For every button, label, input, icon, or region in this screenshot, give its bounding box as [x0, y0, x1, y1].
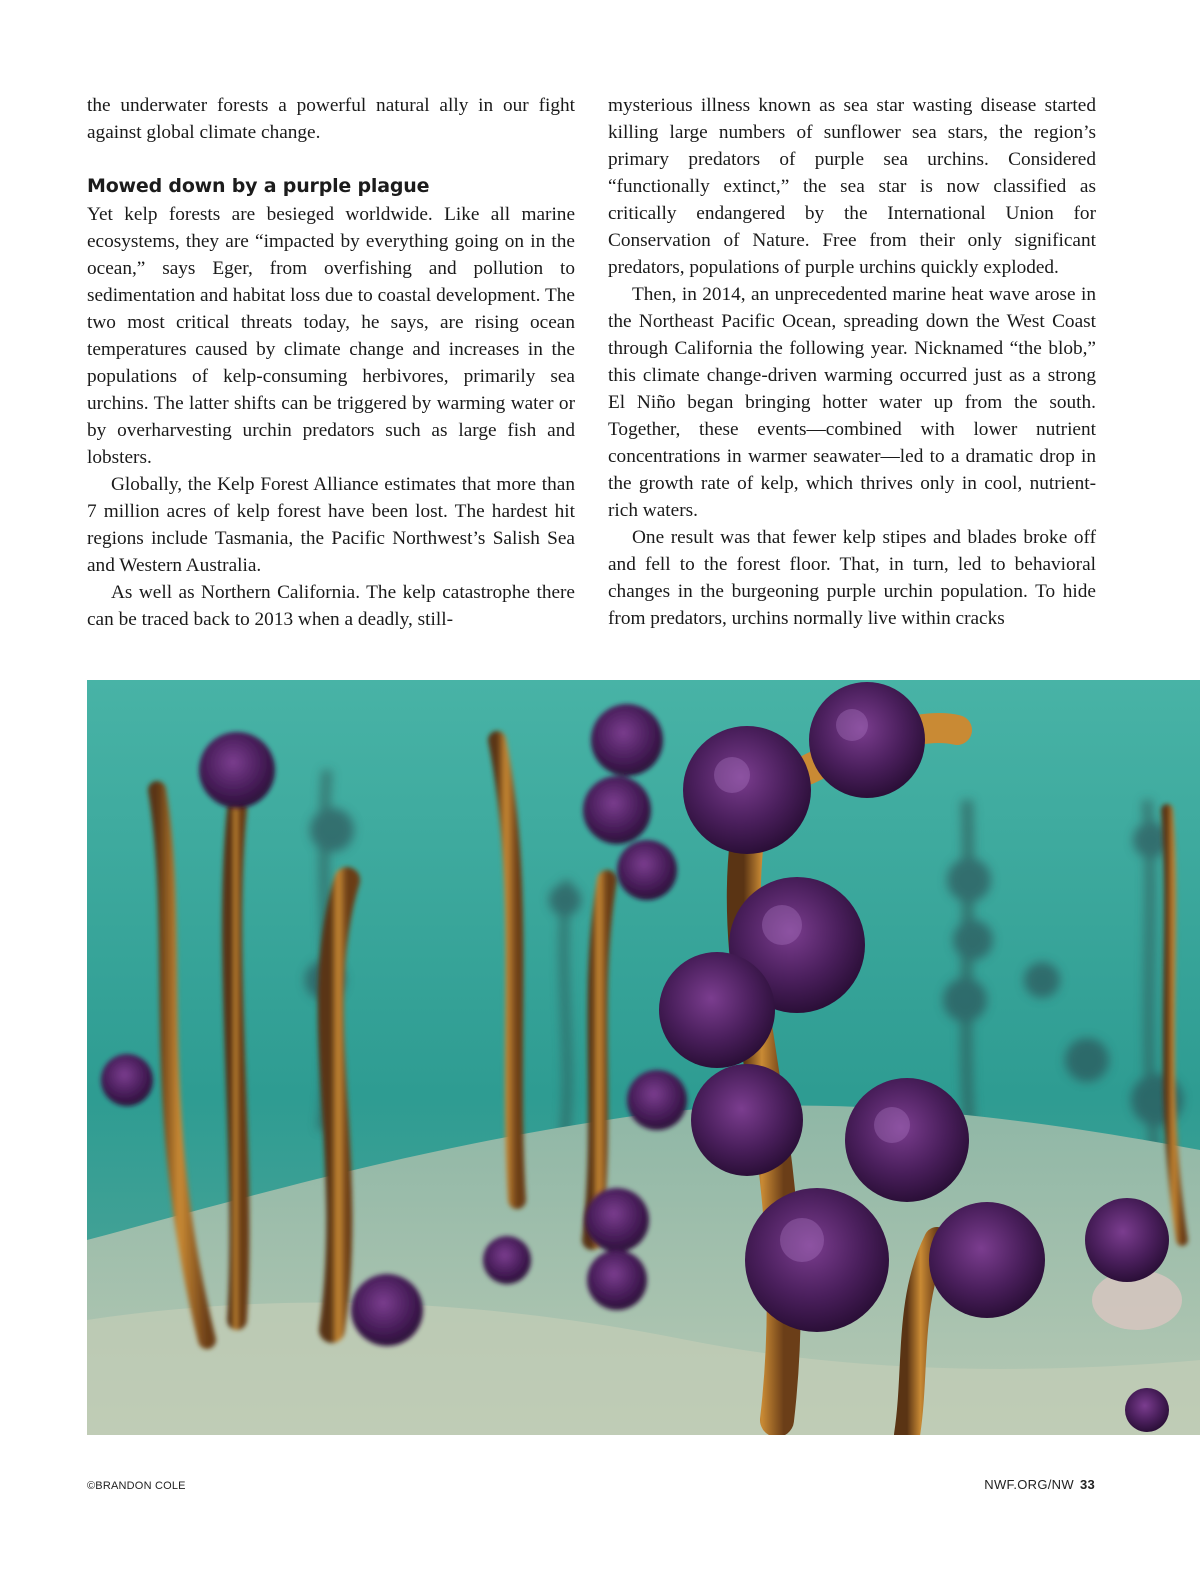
paragraph: the underwater forests a powerful natural ally in our fight against global climate change.: [87, 95, 575, 143]
paragraph: Globally, the Kelp Forest Alliance estimates that more than 7 million acres of kelp forest have been lost. The hardest hit regions include Tasmania, the Pacific Northwest’s Salish Sea and Western Australia.: [87, 474, 575, 576]
page-footer: [984, 1477, 1095, 1492]
photo-credit: ©BRANDON COLE: [87, 1480, 186, 1492]
urchin-kelp-photo: [87, 680, 1200, 1435]
paragraph: mysterious illness known as sea star wasting disease started killing large numbers of sunflower sea stars, the region’s primary predators of purple sea urchins. Considered “functionally extinct,” the sea star is now classified as critically endangered by the International Union for Conservation of Nature. Free from their only significant predators, populations of purple urchins quickly exploded.: [608, 95, 1096, 278]
paragraph: One result was that fewer kelp stipes and blades broke off and fell to the forest floor. That, in turn, led to behavioral changes in the burgeoning purple urchin population. To hide from predators, urchins normally live within cracks: [608, 527, 1096, 629]
article-left-column: [87, 92, 575, 633]
underwater-scene-illustration: [87, 680, 1200, 1435]
site-url: NWF.ORG/NW: [984, 1477, 1074, 1492]
paragraph: Then, in 2014, an unprecedented marine heat wave arose in the Northeast Pacific Ocean, spreading down the West Coast through California the following year. Nicknamed “the blob,” this climate change-driven warming occurred just as a strong El Niño began bringing hotter water up from the south. Together, these events—combined with lower nutrient concentrations in warmer seawater—led to a dramatic drop in the growth rate of kelp, which thrives only in cool, nutrient-rich waters.: [608, 284, 1096, 521]
paragraph: As well as Northern California. The kelp catastrophe there can be traced back to 2013 when a deadly, still-: [87, 582, 575, 630]
paragraph: Yet kelp forests are besieged worldwide. Like all marine ecosystems, they are “impacted by everything going on in the ocean,” says Eger, from overfishing and pollution to sedimentation and habitat loss due to coastal development. The two most critical threats today, he says, are rising ocean temperatures caused by climate change and increases in the populations of kelp-consuming herbivores, primarily sea urchins. The latter shifts can be triggered by warming water or by overharvesting urchin predators such as large fish and lobsters.: [87, 204, 575, 468]
article-right-column: [608, 92, 1096, 632]
page-number: 33: [1079, 1477, 1095, 1492]
section-subheading: Mowed down by a purple plague: [87, 175, 430, 197]
